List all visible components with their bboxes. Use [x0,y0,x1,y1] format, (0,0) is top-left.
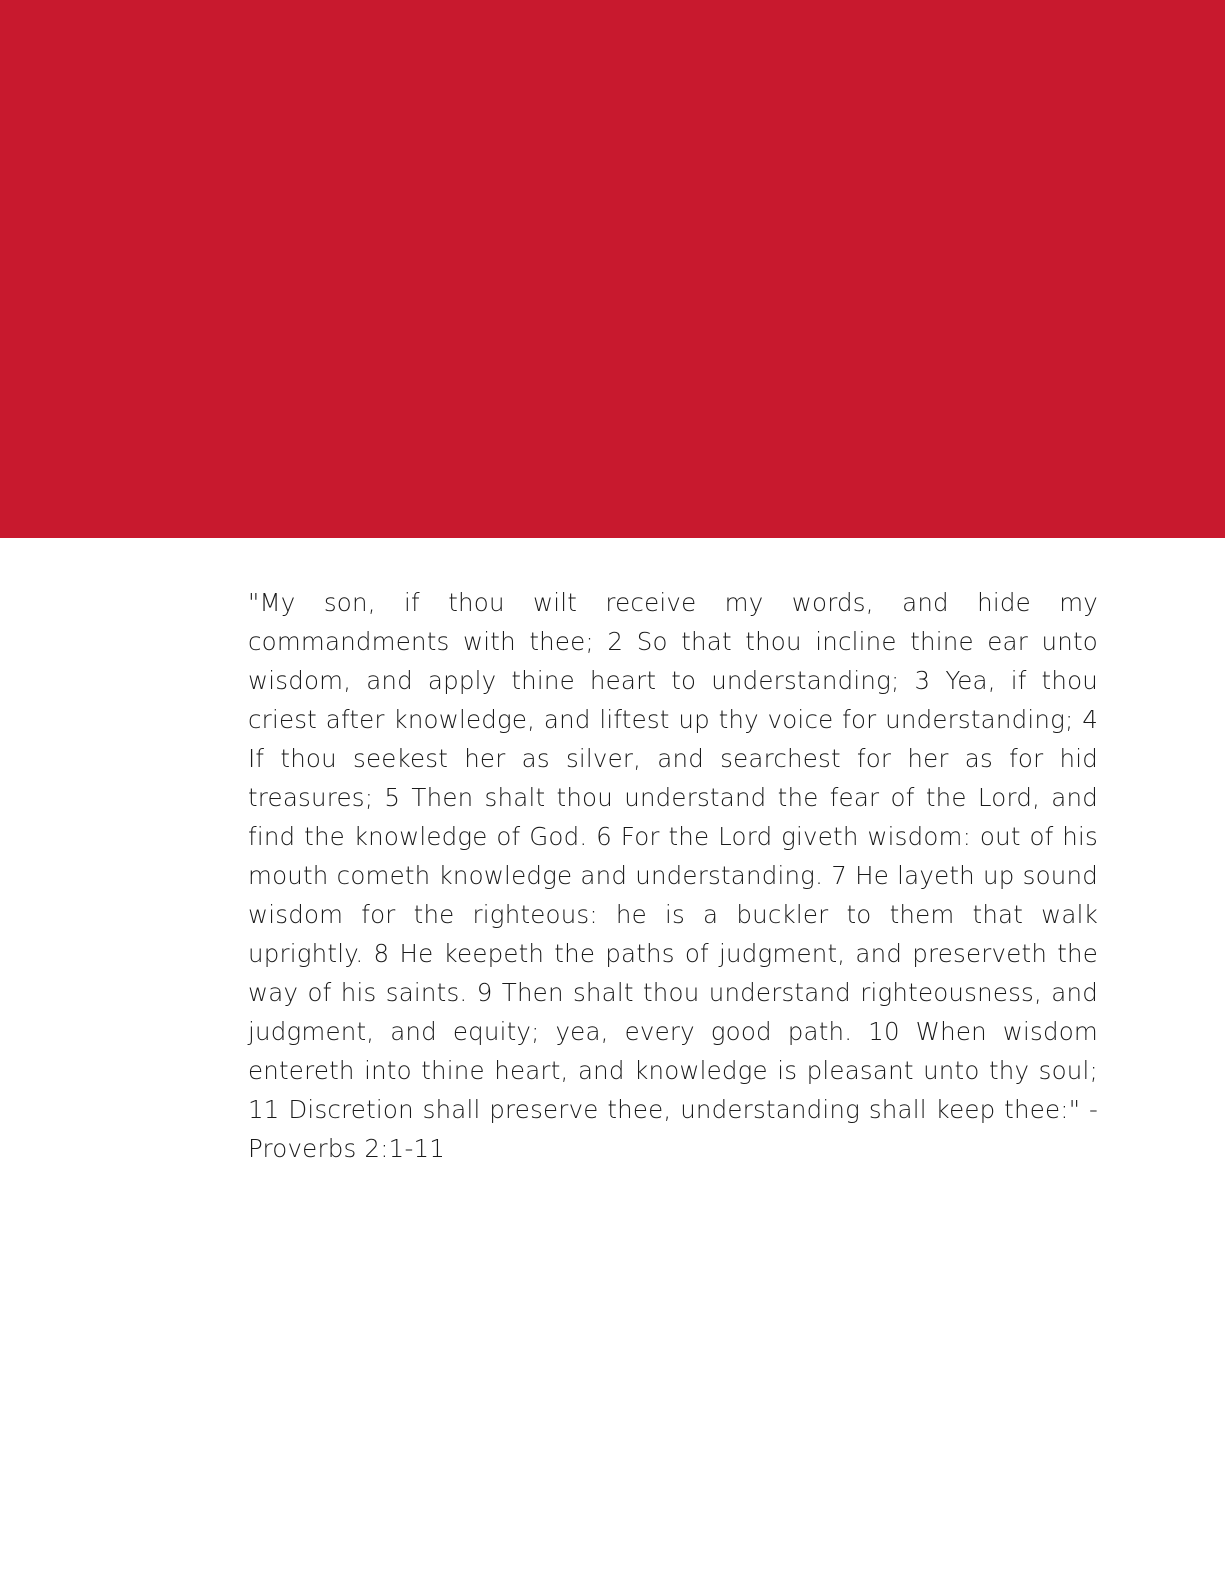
scripture-quote: "My son, if thou wilt receive my words, and hide my commandments with thee; 2 So that thou incline thine ear unto wisdom, and apply thine heart to understanding; 3 Yea, if thou criest after knowledge, and liftest up thy voice for understanding; 4 If thou seekest her as silver, and searchest for her as for hid treasures; 5 Then shalt thou understand the fear of the Lord, and find the knowledge of God. 6 For the Lord giveth wisdom: out of his mouth cometh knowledge and understanding. 7 He layeth up sound wisdom for the righteous: he is a buckler to them that walk uprightly. 8 He keepeth the paths of judgment, and preserveth the way of his saints. 9 Then shalt thou understand righteousness, and judgment, and equity; yea, every good path. 10 When wisdom entereth into thine heart, and knowledge is pleasant unto thy soul; 11 Discretion shall preserve thee, understanding shall keep thee:" - Proverbs 2:1-11 [248,588,1098,1163]
red-banner [0,0,1225,538]
